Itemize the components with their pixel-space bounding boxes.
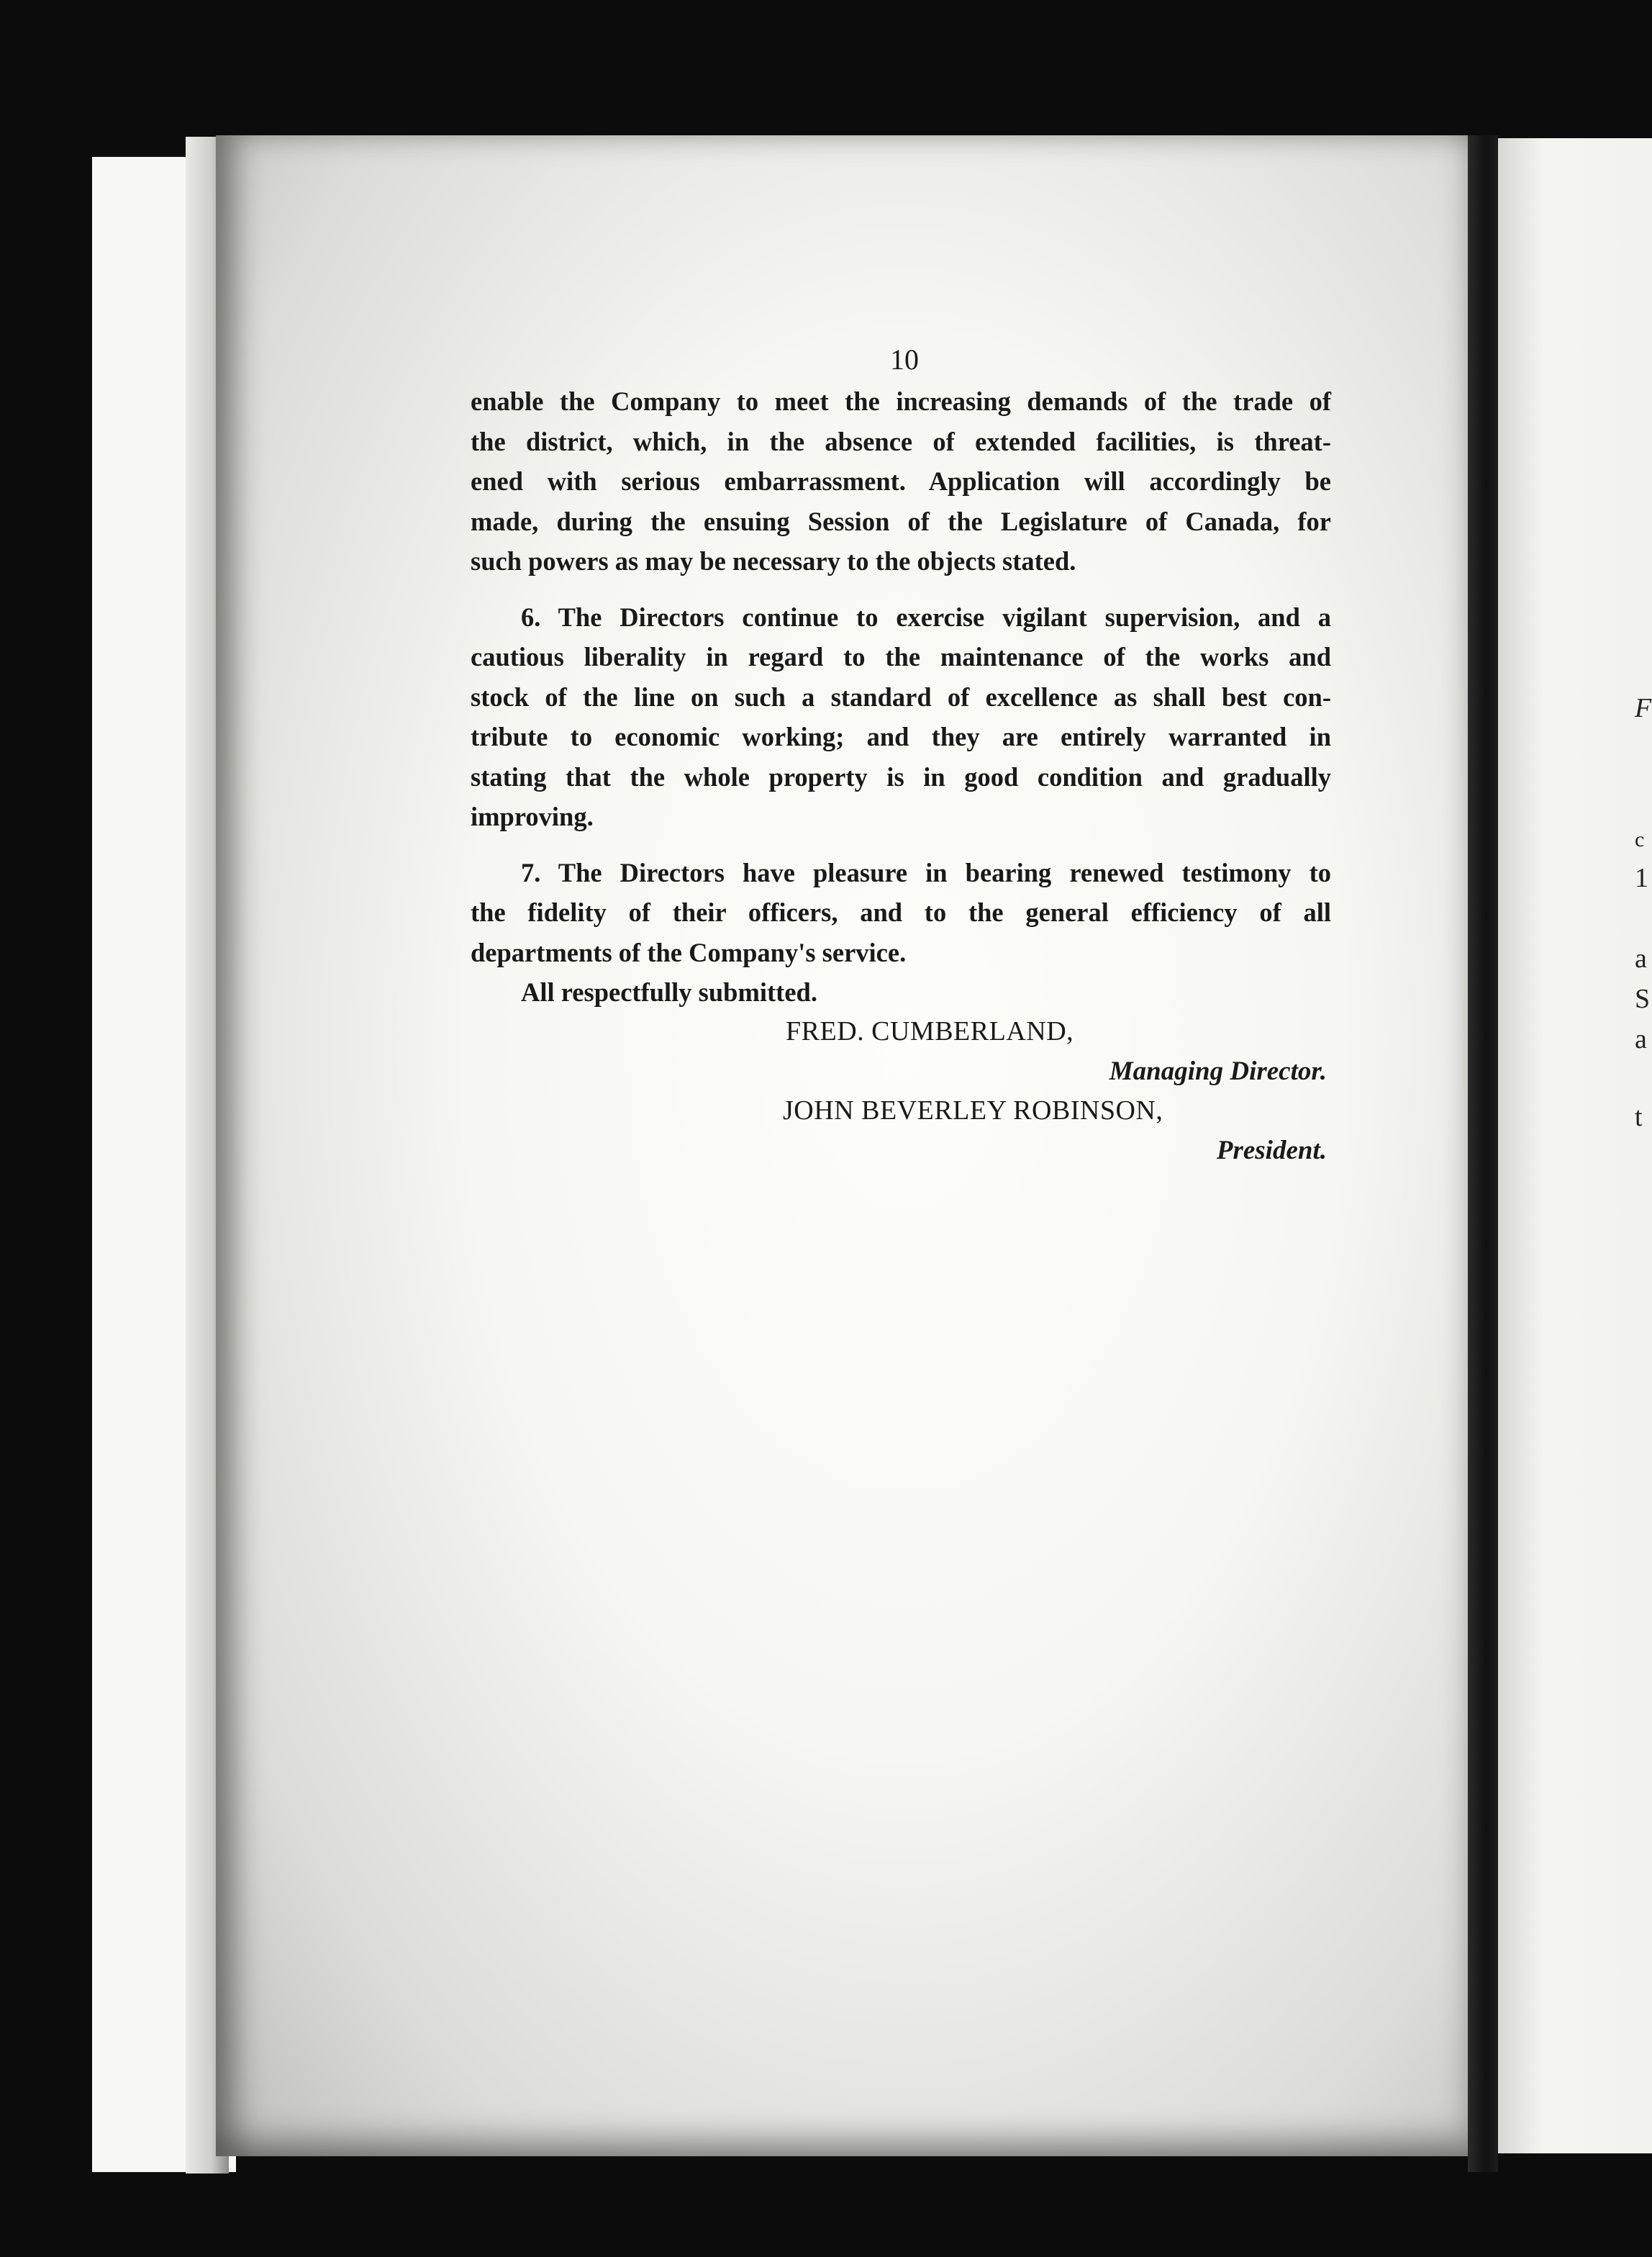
page-content [471,338,1331,1170]
facing-page-fragment: a [1635,944,1647,974]
facing-page-fragment: 1 [1635,863,1648,893]
text-line: stating that the whole property is in good condition and gradually [471,761,1331,792]
facing-page-fragment: t [1635,1102,1643,1132]
text-line: the fidelity of their officers, and to the general efficiency of all [471,897,1331,927]
text-line: cautious liberality in regard to the maintenance of the works and [471,642,1331,671]
page-number: 10 [890,343,919,376]
text-line: such powers as may be necessary to the objects stated. [471,546,1076,576]
text-line: departments of the Company's service. [471,937,907,967]
signatory-name: JOHN BEVERLEY ROBINSON, [783,1095,1163,1126]
text-line: stock of the line on such a standard of excellence as shall best con- [471,682,1331,712]
paragraph-7 [471,853,1331,973]
paragraph-6 [471,597,1331,837]
paragraph-continued [471,381,1331,582]
text-line: made, during the ensuing Session of the Legislature of Canada, for [471,506,1331,536]
text-line: the district, which, in the absence of extended facilities, is threat- [471,426,1331,456]
text-line: ened with serious embarrassment. Application will accordingly be [471,466,1331,496]
facing-page-fragment: c [1635,828,1645,851]
signatory-name: FRED. CUMBERLAND, [786,1016,1074,1046]
signatory-title: President. [1216,1136,1327,1165]
facing-page-fragment: F [1635,693,1652,723]
facing-page [1498,138,1652,2153]
text-line: enable the Company to meet the increasing demands of the trade of [471,386,1331,416]
text-line: tribute to economic working; and they are entirely warranted in [471,722,1331,751]
text-line: 7. The Directors have pleasure in bearing renewed testimony to [521,857,1331,887]
facing-page-fragment: a [1635,1024,1647,1054]
facing-page-fragment: S [1635,984,1651,1014]
closing-line: All respectfully submitted. [521,977,817,1007]
text-line: 6. The Directors continue to exercise vigilant supervision, and a [521,602,1331,632]
text-line: improving. [471,802,594,831]
book-gutter [1468,135,1498,2172]
signatory-title: Managing Director. [1109,1057,1327,1086]
